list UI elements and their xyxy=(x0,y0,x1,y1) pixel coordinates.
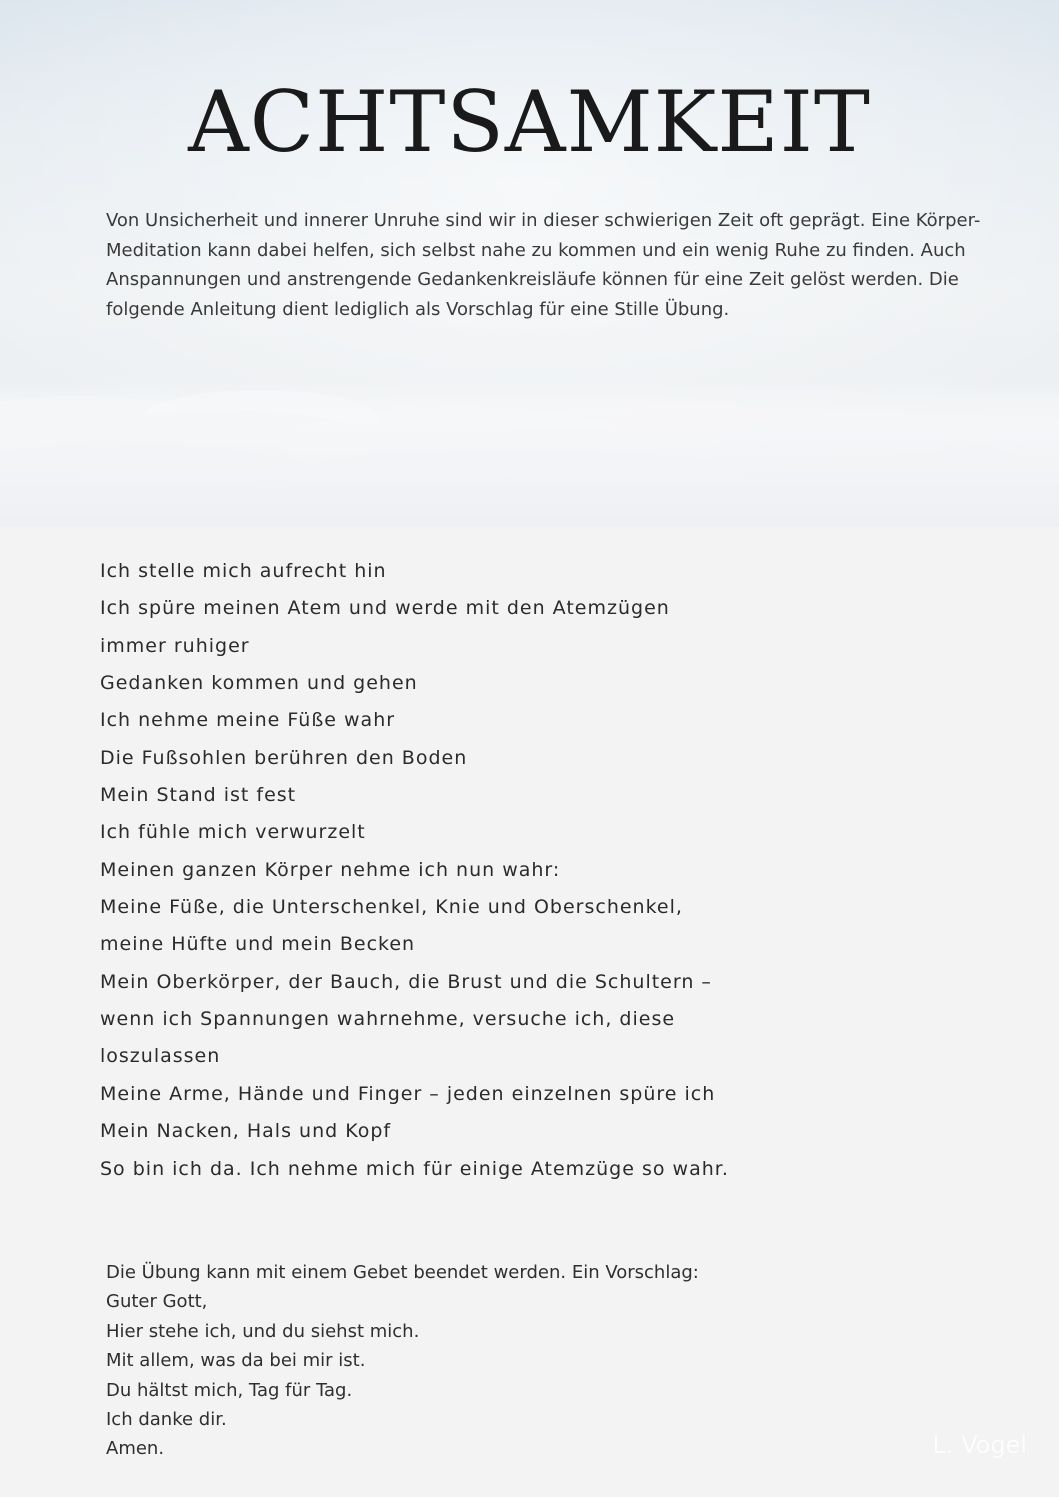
meditation-line: Ich fühle mich verwurzelt xyxy=(100,821,366,844)
meditation-line: Mein Oberkörper, der Bauch, die Brust und die Schultern – xyxy=(100,970,712,993)
meditation-line: immer ruhiger xyxy=(100,634,250,657)
meditation-line: meine Hüfte und mein Becken xyxy=(100,933,416,956)
meditation-line: loszulassen xyxy=(100,1045,221,1068)
prayer-line: Ich danke dir. xyxy=(106,1408,227,1430)
meditation-line: Die Fußsohlen berühren den Boden xyxy=(100,746,468,769)
prayer-line: Mit allem, was da bei mir ist. xyxy=(106,1350,366,1372)
prayer-text xyxy=(106,1258,699,1464)
intro-paragraph: Von Unsicherheit und innerer Unruhe sind wir in dieser schwierigen Zeit oft geprägt. Eine Körper-Meditation kann dabei helfen, sich selbst nahe zu kommen und ein wenig Ruhe zu finden. Auch Anspannungen und anstrengende Gedankenkreisläufe können für eine Zeit gelöst werden. Die folgende Anleitung dient lediglich als Vorschlag für eine Stille Übung. xyxy=(106,210,981,320)
prayer-line: Du hältst mich, Tag für Tag. xyxy=(106,1379,353,1401)
meditation-line: Meinen ganzen Körper nehme ich nun wahr: xyxy=(100,858,561,881)
author-signature: L. Vogel xyxy=(932,1431,1027,1459)
prayer-line: Guter Gott, xyxy=(106,1291,208,1313)
meditation-text xyxy=(100,553,729,1188)
cloud-header-image xyxy=(0,0,1059,527)
meditation-line: wenn ich Spannungen wahrnehme, versuche ich, diese xyxy=(100,1008,676,1031)
meditation-line: Ich stelle mich aufrecht hin xyxy=(100,560,387,582)
meditation-line: Ich nehme meine Füße wahr xyxy=(100,709,396,732)
meditation-line: So bin ich da. Ich nehme mich für einige Atemzüge so wahr. xyxy=(100,1157,729,1180)
meditation-line: Gedanken kommen und gehen xyxy=(100,672,418,695)
meditation-line: Mein Stand ist fest xyxy=(100,784,297,807)
meditation-line: Meine Füße, die Unterschenkel, Knie und Oberschenkel, xyxy=(100,896,683,919)
prayer-line: Amen. xyxy=(106,1438,165,1460)
prayer-line: Hier stehe ich, und du siehst mich. xyxy=(106,1320,420,1342)
meditation-line: Ich spüre meinen Atem und werde mit den Atemzügen xyxy=(100,597,670,620)
meditation-line: Mein Nacken, Hals und Kopf xyxy=(100,1120,392,1143)
meditation-line: Meine Arme, Hände und Finger – jeden einzelnen spüre ich xyxy=(100,1082,716,1105)
page-title: ACHTSAMKEIT xyxy=(188,73,871,171)
prayer-intro-line: Die Übung kann mit einem Gebet beendet werden. Ein Vorschlag: xyxy=(106,1262,699,1283)
